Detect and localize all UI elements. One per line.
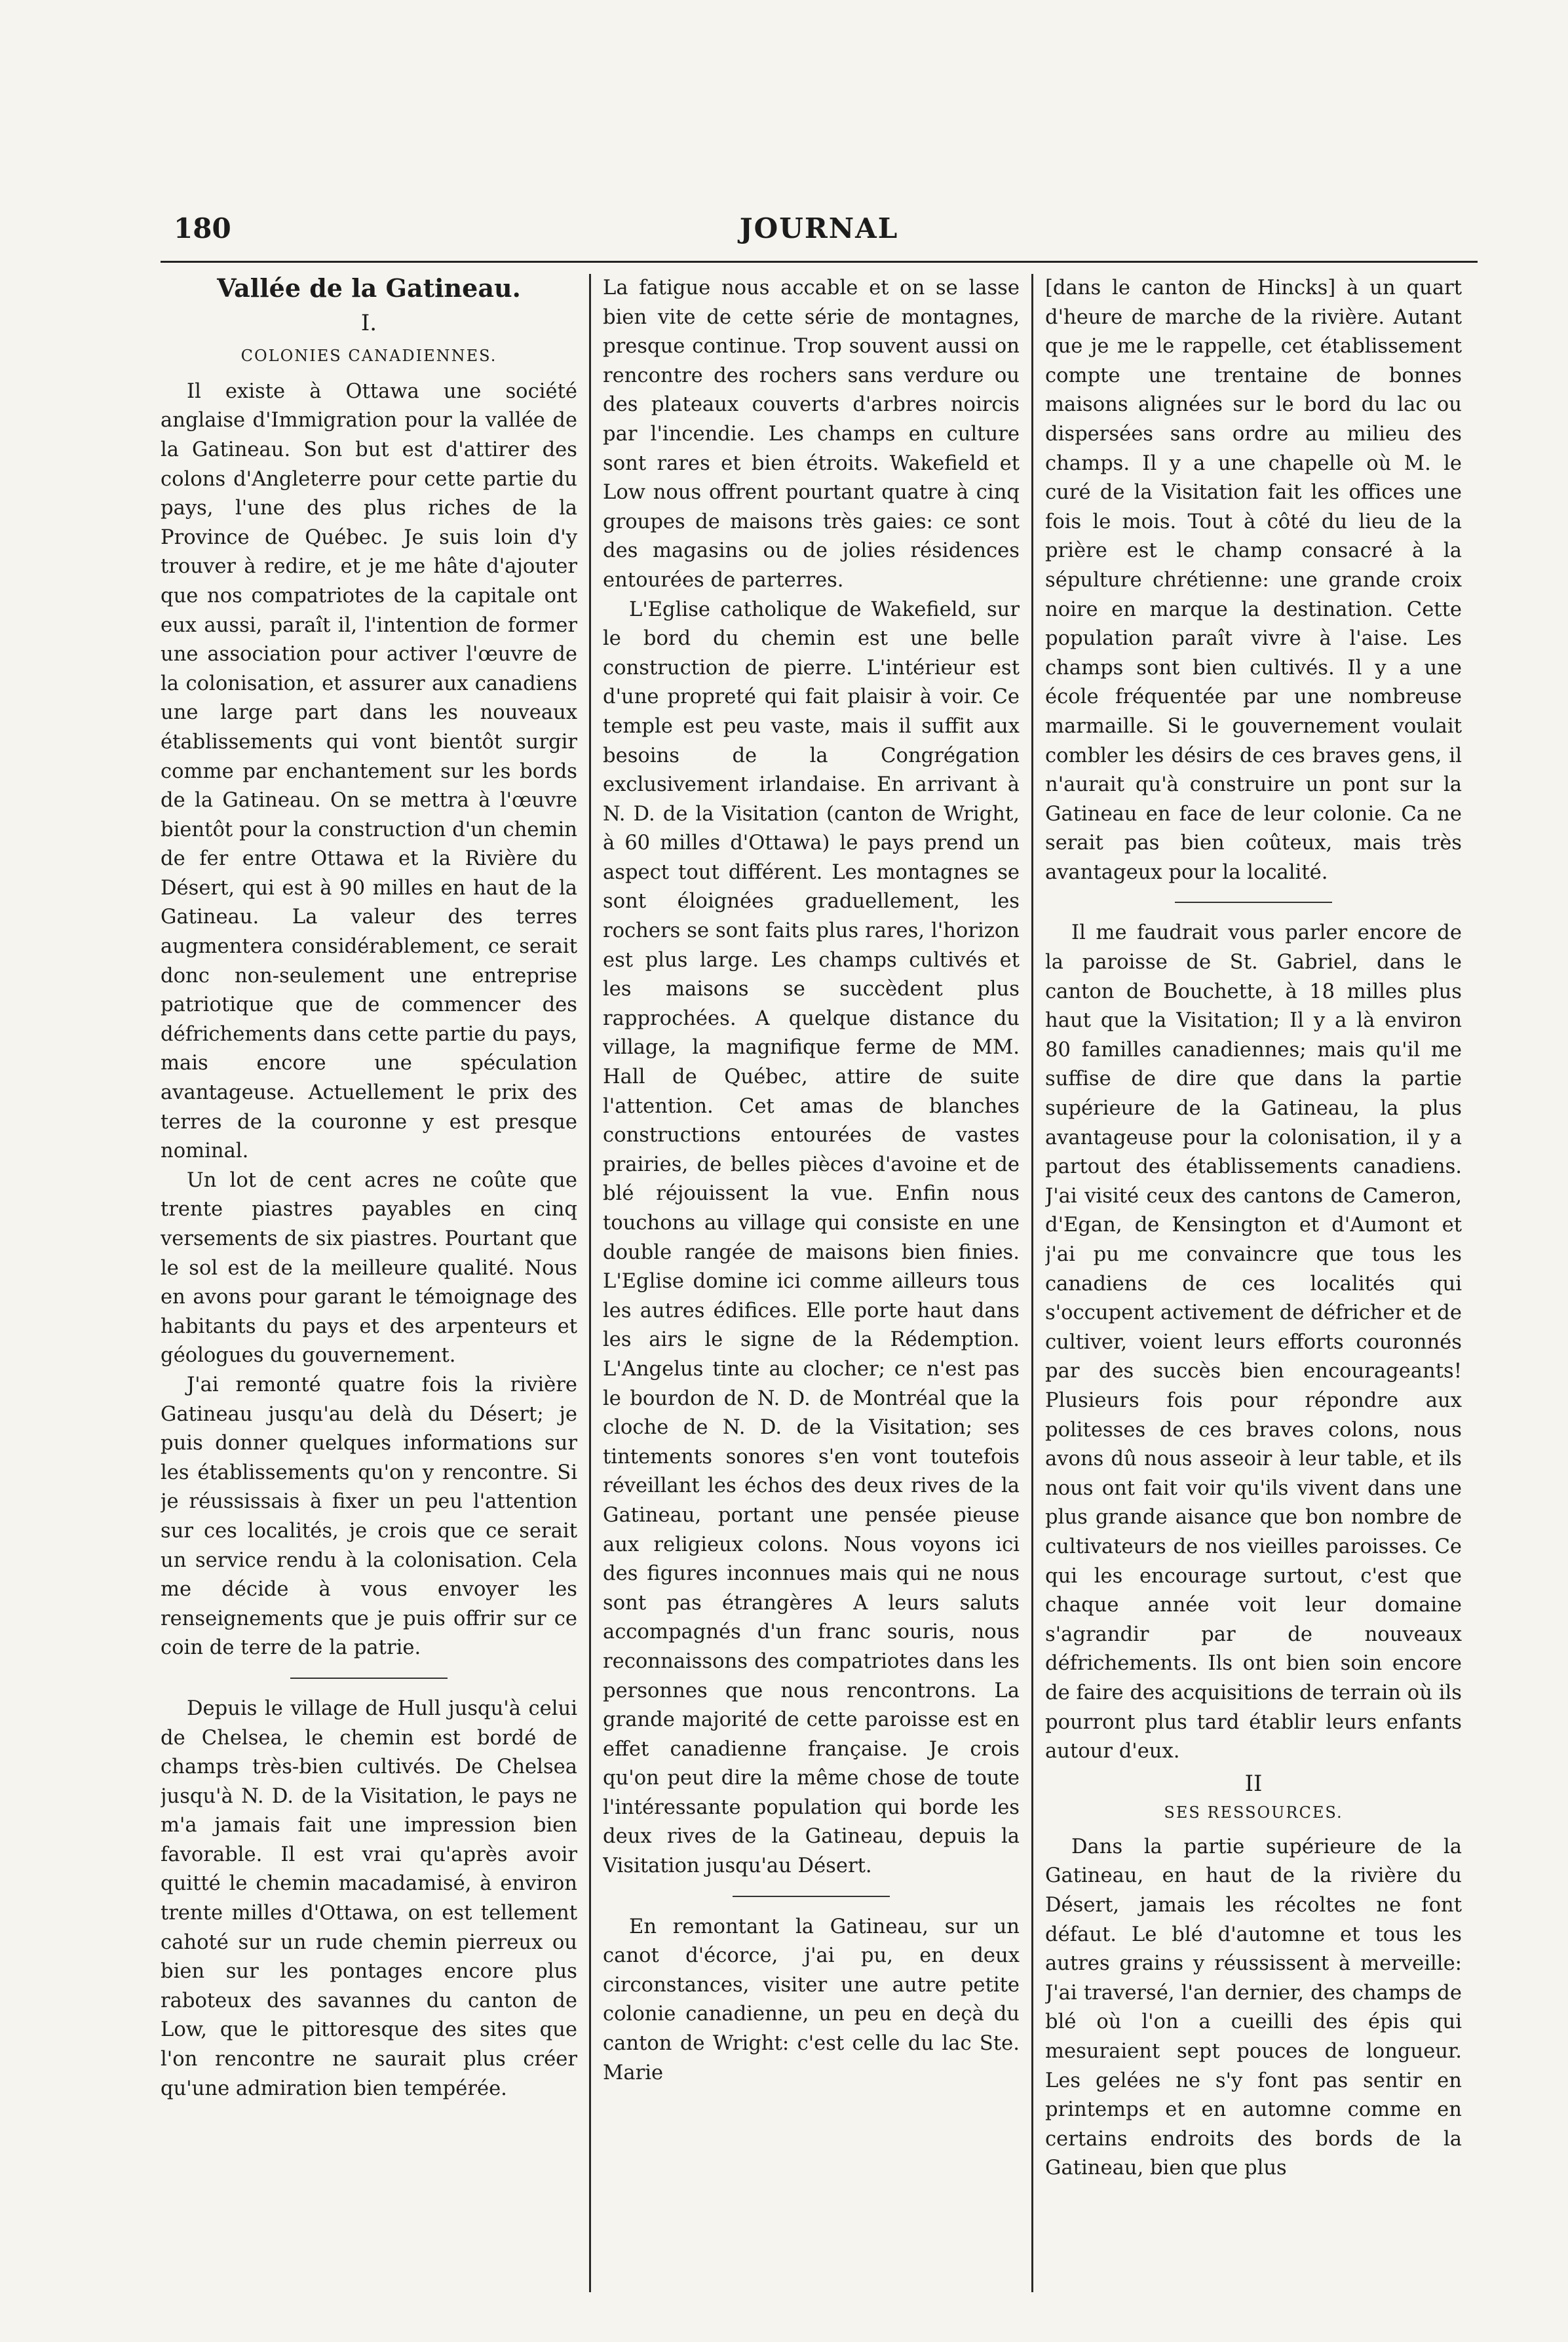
paragraph: Depuis le village de Hull jusqu'à celui de Chelsea, le chemin est bordé de champs très-bien cultivés. De Chelsea jusqu'à N. D. de la Visitation, le pays ne m'a jamais fait une impression bien favorable. Il est vrai qu'après avoir quitté le chemin macadamisé, à environ trente milles d'Ottawa, on est tellement cahoté sur un rude chemin pierreux ou bien sur les pontages encore plus raboteux des savannes du canton de Low, que le pittoresque des sites que l'on rencontre ne saurait plus créer qu'une admiration bien tempérée. bbox=[161, 1697, 577, 2100]
section-separator bbox=[1175, 902, 1332, 903]
paragraph: Un lot de cent acres ne coûte que trente piastres payables en cinq versements de six piastres. Pourtant que le sol est de la meilleure qualité. Nous en avons pour garant le témoignage des habitants du pays et des arpenteurs et géologues du gouvernement. bbox=[161, 1168, 577, 1368]
section-title: SES RESSOURCES. bbox=[1164, 1803, 1343, 1822]
page-header bbox=[161, 208, 1478, 263]
paragraph: [dans le canton de Hincks] à un quart d'heure de marche de la rivière. Autant que je me le rappelle, cet établissement compte une trentaine de bonnes maisons alignées sur le bord du lac ou dispersées sans ordre au milieu des champs. Il y a une chapelle où M. le curé de la Visitation fait les offices une fois le mois. Tout à côté du lieu de la prière est le champ consacré à la sépulture chrétienne: une grande croix noire en marque la destination. Cette population paraît vivre à l'aise. Les champs sont bien cultivés. Il y a une école fréquentée par une nombreuse marmaille. Si le gouvernement voulait combler les désirs de ces braves gens, il n'aurait qu'à construire un pont sur la Gatineau en face de leur colonie. Ca ne serait pas bien coûteux, mais très avantageux pour la localité. bbox=[1045, 277, 1462, 884]
column-rule bbox=[1031, 274, 1033, 2292]
column-3 bbox=[1045, 274, 1462, 2292]
paragraph: L'Eglise catholique de Wakefield, sur le bord du chemin est une belle construction de pierre. L'intérieur est d'une propreté qui fait plaisir à voir. Ce temple est peu vaste, mais il suffit aux besoins de la Congrégation exclusivement irlandaise. En arrivant à N. D. de la Visitation (canton de Wright, à 60 milles d'Ottawa) le pays prend un aspect tout différent. Les montagnes se sont éloignées graduellement, les rochers se sont faits plus rares, l'horizon est plus large. Les champs cultivés et les maisons se succèdent plus rapprochées. A quelque distance du village, la magnifique ferme de MM. Hall de Québec, attire de suite l'attention. Cet amas de blanches constructions entourées de vastes prairies, de belles pièces d'avoine et de blé réjouissent la vue. Enfin nous touchons au village qui consiste en une double rangée de maisons bien finies. L'Eglise domine ici comme ailleurs tous les autres édifices. Elle porte haut dans les airs le signe de la Rédemption. L'Angelus tinte au clocher; ce n'est pas le bourdon de N. D. de Montréal que la cloche de N. D. de la Visitation; ses tintements sonores s'en vont toutefois réveillant les échos des deux rives de la Gatineau, portant une pensée pieuse aux religieux colons. Nous voyons ici des figures inconnues mais qui ne nous sont pas étrangères A leurs saluts accompagnés d'un franc souris, nous reconnaissons des compatriotes dans les personnes que nous rencontrons. La grande majorité de cette paroisse est en effet canadienne française. Je crois qu'on peut dire la même chose de toute l'intéressante population qui borde les deux rives de la Gatineau, depuis la Visitation jusqu'au Désert. bbox=[603, 598, 1020, 1878]
section-number: II bbox=[1244, 1770, 1263, 1797]
column-rule bbox=[589, 274, 591, 2292]
paragraph: En remontant la Gatineau, sur un canot d'écorce, j'ai pu, en deux circonstances, visiter une autre petite colonie canadienne, un peu en deçà du canton de Wright: c'est celle du lac Ste. Marie bbox=[603, 1915, 1020, 2084]
column-1 bbox=[161, 274, 577, 2292]
paragraph: La fatigue nous accable et on se lasse bien vite de cette série de montagnes, presque continue. Trop souvent aussi on rencontre des rochers sans verdure ou des plateaux couverts d'arbres noircis par l'incendie. Les champs en culture sont rares et bien étroits. Wakefield et Low nous offrent pourtant quatre à cinq groupes de maisons très gaies: ce sont des magasins ou de jolies résidences entourées de parterres. bbox=[603, 277, 1020, 592]
section-separator bbox=[290, 1678, 448, 1679]
paragraph: J'ai remonté quatre fois la rivière Gatineau jusqu'au delà du Désert; je puis donner quelques informations sur les établissements qu'on y rencontre. Si je réussissais à fixer un peu l'attention sur ces localités, je crois que ce serait un service rendu à la colonisation. Cela me décide à vous envoyer les renseignements que je puis offrir sur ce coin de terre de la patrie. bbox=[161, 1373, 577, 1660]
article-subtitle: COLONIES CANADIENNES. bbox=[240, 347, 497, 366]
text-columns bbox=[161, 274, 1478, 2292]
paragraph: Il me faudrait vous parler encore de la paroisse de St. Gabriel, dans le canton de Bouchette, à 18 milles plus haut que la Visitation; Il y a là environ 80 familles canadiennes; mais qu'il me suffise de dire que dans la partie supérieure de la Gatineau, la plus avantageuse pour la colonisation, il y a partout des établissements canadiens. J'ai visité ceux des cantons de Cameron, d'Egan, de Kensington et d'Aumont et j'ai pu me convaincre que tous les canadiens de ces localités qui s'occupent activement de défricher et de cultiver, voient leurs efforts couronnés par des succès bien encourageants! Plusieurs fois pour répondre aux politesses de ces braves colons, nous avons dû nous asseoir à leur table, et ils nous ont fait voir qu'ils vivent dans une plus grande aisance que bon nombre de cultivateurs de nos vieilles paroisses. Ce qui les encourage surtout, c'est que chaque année voit leur domaine s'agrandir par de nouveaux défrichements. Ils ont bien soin encore de faire des acquisitions de terrain où ils pourront plus tard établir leurs enfants autour d'eux. bbox=[1045, 921, 1462, 1763]
paragraph: Il existe à Ottawa une société anglaise d'Immigration pour la vallée de la Gatineau. Son but est d'attirer des colons d'Angleterre pour cette partie du pays, l'une des plus riches de la Province de Québec. Je suis loin d'y trouver à redire, et je me hâte d'ajouter que nos compatriotes de la capitale ont eux aussi, paraît il, l'intention de former une association pour activer l'œuvre de la colonisation, et assurer aux canadiens une large part dans les nouveaux établissements qui vont bientôt surgir comme par enchantement sur les bords de la Gatineau. On se mettra à l'œuvre bientôt pour la construction d'un chemin de fer entre Ottawa et la Rivière du Désert, qui est à 90 milles en haut de la Gatineau. La valeur des terres augmentera considérablement, ce serait donc non-seulement une entreprise patriotique que de commencer des défrichements dans cette partie du pays, mais encore une spéculation avantageuse. Actuellement le prix des terres de la couronne y est presque nominal. bbox=[161, 379, 577, 1163]
journal-page bbox=[161, 208, 1478, 2292]
section-separator bbox=[733, 1896, 890, 1897]
column-2 bbox=[603, 274, 1020, 2292]
article-title: Vallée de la Gatineau. bbox=[217, 274, 521, 303]
running-head: JOURNAL bbox=[739, 212, 899, 244]
paragraph: Dans la partie supérieure de la Gatineau, en haut de la rivière du Désert, jamais les récoltes ne font défaut. Le blé d'automne et tous les autres grains y réussissent à merveille: J'ai traversé, l'an dernier, des champs de blé où l'on a cueilli des épis qui mesuraient sept pouces de longueur. Les gelées ne s'y font pas sentir en printemps et en automne comme en certains endroits des bords de la Gatineau, bien que plus bbox=[1045, 1835, 1462, 2180]
page-number: 180 bbox=[174, 212, 231, 244]
article-part-number: I. bbox=[360, 309, 377, 336]
